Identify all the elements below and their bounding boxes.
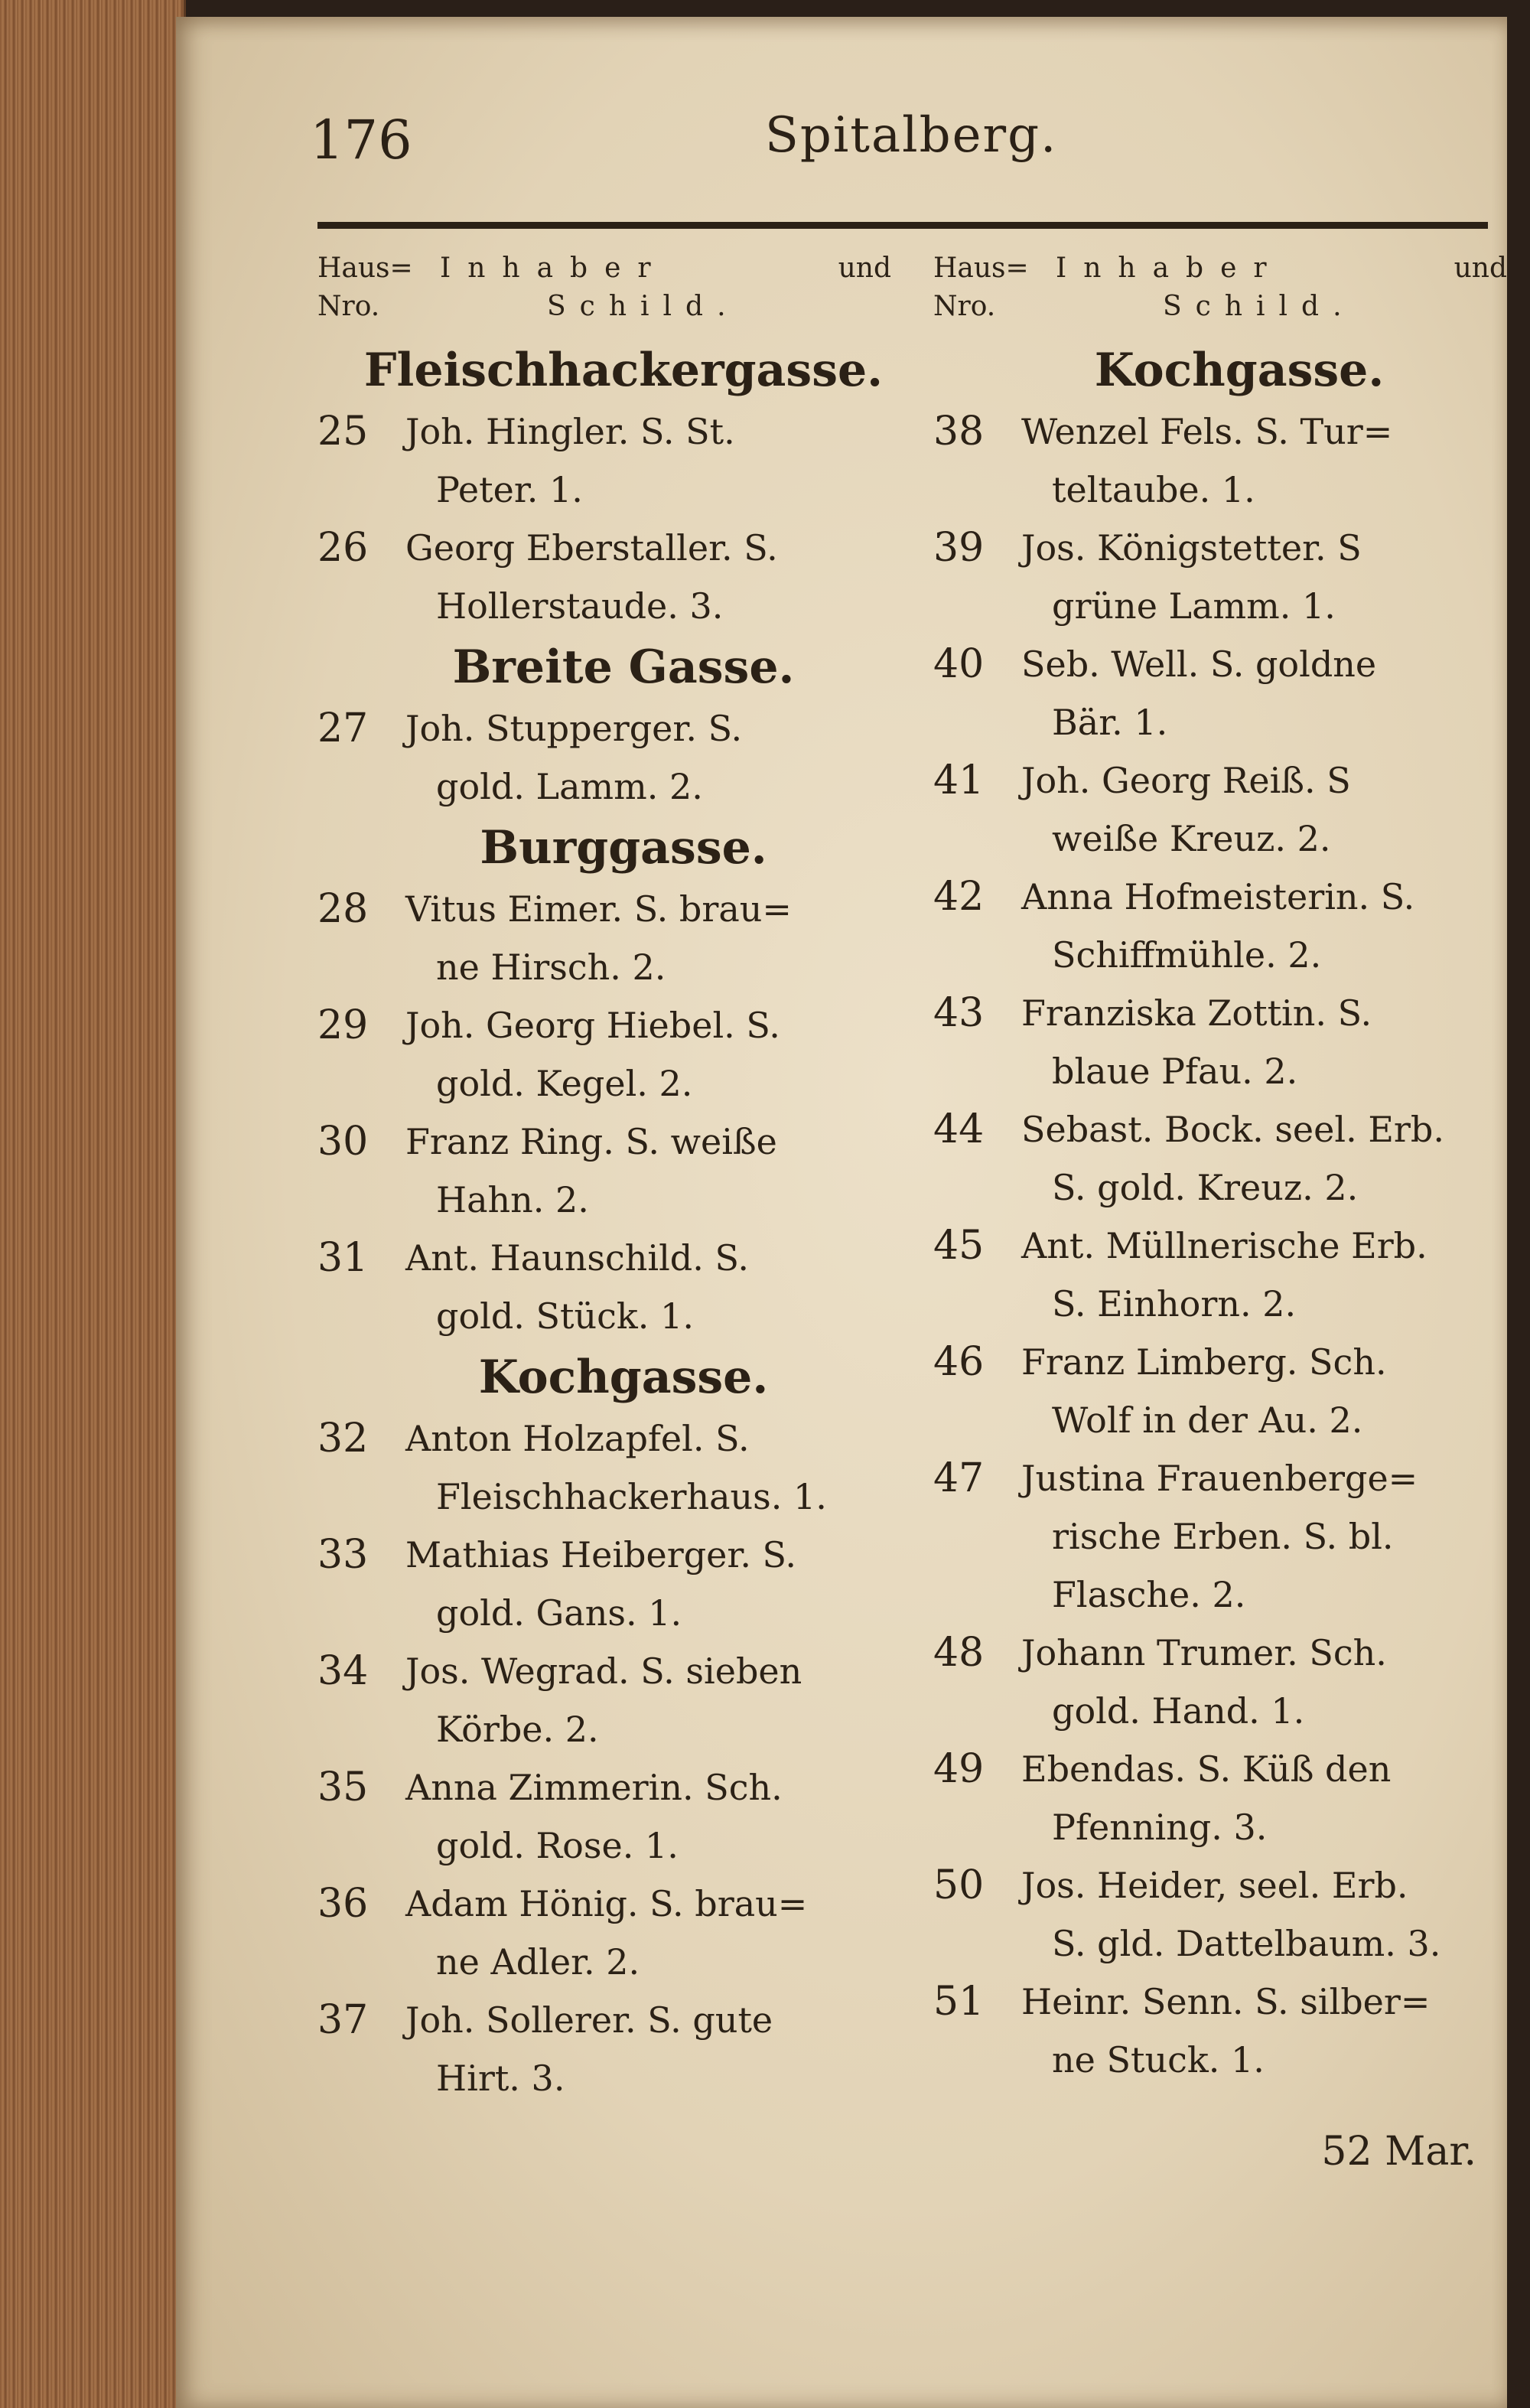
street-heading: Breite Gasse. (452, 640, 795, 694)
sign-text: ne Adler. 2. (436, 1941, 640, 1983)
house-number: 35 (317, 1764, 369, 1810)
house-entry (317, 1642, 899, 1758)
sign-text: Fleischhackerhaus. 1. (436, 1476, 827, 1517)
owner-text: Joh. Georg Reiß. S (1021, 760, 1351, 801)
owner-text: Wenzel Fels. S. Tur= (1021, 411, 1393, 452)
owner-text: Anton Holzapfel. S. (405, 1418, 750, 1459)
right-column (933, 246, 1515, 2089)
sign-text: gold. Gans. 1. (436, 1592, 682, 1634)
sign-text: teltaube. 1. (1052, 469, 1255, 510)
catchword: 52 Mar. (1321, 2129, 1476, 2175)
house-entry (317, 1875, 899, 1991)
house-entry (317, 1526, 899, 1642)
house-entry (933, 402, 1515, 519)
house-number: 34 (317, 1648, 369, 1694)
house-entry (317, 1229, 899, 1345)
left-column (317, 246, 899, 2107)
left-entries (317, 338, 899, 2107)
sign-text: Hollerstaude. 3. (436, 585, 724, 627)
owner-text: Franziska Zottin. S. (1021, 992, 1372, 1034)
house-entry (317, 1409, 899, 1526)
house-number: 27 (317, 705, 369, 751)
sign-text: Flasche. 2. (1052, 1574, 1246, 1615)
owner-label: Inhaber (1056, 253, 1284, 284)
owner-text: Ebendas. S. Küß den (1021, 1748, 1392, 1790)
house-entry (317, 699, 899, 816)
right-entries (933, 338, 1515, 2089)
sign-text: Hahn. 2. (436, 1179, 589, 1220)
owner-text: Joh. Sollerer. S. gute (405, 1999, 773, 2041)
house-number: 29 (317, 1002, 369, 1048)
house-number: 37 (317, 1997, 369, 2043)
house-entry (933, 1973, 1515, 2089)
house-entry (317, 519, 899, 635)
sign-text: gold. Lamm. 2. (436, 766, 703, 807)
owner-text: Adam Hönig. S. brau= (405, 1883, 808, 1924)
owner-text: Ant. Müllnerische Erb. (1021, 1225, 1427, 1266)
sign-text: gold. Stück. 1. (436, 1295, 694, 1337)
sign-text: Körbe. 2. (436, 1709, 599, 1750)
owner-text: Anna Zimmerin. Sch. (405, 1767, 783, 1808)
owner-text: Heinr. Senn. S. silber= (1021, 1981, 1431, 2022)
house-entry (933, 751, 1515, 868)
house-entry (317, 996, 899, 1113)
owner-text: Anna Hofmeisterin. S. (1021, 876, 1415, 917)
owner-text: Joh. Hingler. S. St. (405, 411, 735, 452)
sign-text: S. gld. Dattelbaum. 3. (1052, 1923, 1441, 1964)
house-number: 44 (933, 1106, 985, 1152)
house-entry (933, 1449, 1515, 1624)
owner-text: Joh. Georg Hiebel. S. (405, 1005, 780, 1046)
owner-text: Franz Limberg. Sch. (1021, 1341, 1387, 1383)
house-entry (933, 1333, 1515, 1449)
page-number: 176 (310, 109, 412, 171)
sign-text: weiße Kreuz. 2. (1052, 818, 1331, 859)
sign-text: S. gold. Kreuz. 2. (1052, 1167, 1359, 1208)
sign-text: ne Hirsch. 2. (436, 947, 666, 988)
owner-text: Vitus Eimer. S. brau= (405, 888, 792, 930)
sign-text: Pfenning. 3. (1052, 1807, 1268, 1848)
house-label: Haus= (317, 253, 413, 284)
house-entry (317, 880, 899, 996)
owner-text: Mathias Heiberger. S. (405, 1534, 797, 1575)
house-number: 46 (933, 1339, 985, 1385)
owner-text: Ant. Haunschild. S. (405, 1237, 749, 1279)
sign-text: blaue Pfau. 2. (1052, 1051, 1298, 1092)
house-number: 39 (933, 525, 985, 571)
sign-label: Schild. (1163, 291, 1356, 322)
street-heading: Kochgasse. (478, 1351, 769, 1404)
house-number: 30 (317, 1119, 369, 1165)
house-entry (933, 635, 1515, 751)
column-header (933, 246, 1515, 338)
sign-text: Hirt. 3. (436, 2058, 565, 2099)
house-number: 51 (933, 1979, 985, 2025)
house-number: 28 (317, 886, 369, 932)
house-number: 45 (933, 1223, 985, 1269)
house-number: 49 (933, 1746, 985, 1792)
house-entry (933, 1624, 1515, 1740)
house-number: 48 (933, 1630, 985, 1676)
house-label: Haus= (933, 253, 1029, 284)
house-number: 32 (317, 1416, 369, 1461)
owner-text: Jos. Wegrad. S. sieben (405, 1650, 802, 1692)
owner-label: Inhaber (440, 253, 668, 284)
sign-text: Bär. 1. (1052, 702, 1168, 743)
sign-text: ne Stuck. 1. (1052, 2039, 1265, 2081)
house-entry (933, 1856, 1515, 1973)
house-entry (317, 1113, 899, 1229)
house-number: 43 (933, 990, 985, 1036)
sign-text: grüne Lamm. 1. (1052, 585, 1336, 627)
owner-text: Johann Trumer. Sch. (1021, 1632, 1387, 1673)
street-heading: Kochgasse. (1094, 344, 1385, 397)
owner-text: Georg Eberstaller. S. (405, 527, 778, 569)
house-entry (933, 868, 1515, 984)
owner-text: Jos. Königstetter. S (1021, 527, 1362, 569)
house-number: 40 (933, 641, 985, 687)
owner-text: Franz Ring. S. weiße (405, 1121, 777, 1162)
sign-text: rische Erben. S. bl. (1052, 1516, 1394, 1557)
header-rule (317, 222, 1488, 229)
sign-text: gold. Rose. 1. (436, 1825, 679, 1866)
owner-text: Justina Frauenberge= (1021, 1458, 1418, 1499)
owner-text: Jos. Heider, seel. Erb. (1021, 1865, 1408, 1906)
house-number: 50 (933, 1862, 985, 1908)
sign-text: gold. Kegel. 2. (436, 1063, 693, 1104)
house-entry (933, 984, 1515, 1100)
house-number: 31 (317, 1235, 369, 1281)
column-header (317, 246, 899, 338)
street-heading: Fleischhackergasse. (363, 344, 884, 397)
house-entry (933, 1100, 1515, 1217)
house-number: 42 (933, 874, 985, 920)
book-page (176, 17, 1507, 2408)
sign-text: Schiffmühle. 2. (1052, 934, 1322, 976)
owner-text: Joh. Stupperger. S. (405, 708, 743, 749)
house-number: 33 (317, 1532, 369, 1578)
owner-text: Sebast. Bock. seel. Erb. (1021, 1109, 1444, 1150)
sign-text: Wolf in der Au. 2. (1052, 1400, 1363, 1441)
house-entry (317, 1758, 899, 1875)
house-entry (933, 1217, 1515, 1333)
number-label: Nro. (933, 291, 996, 322)
house-entry (933, 519, 1515, 635)
street-heading: Burggasse. (480, 821, 767, 875)
house-number: 26 (317, 525, 369, 571)
house-number: 36 (317, 1881, 369, 1927)
running-head: Spitalberg. (765, 107, 1058, 164)
house-number: 41 (933, 758, 985, 803)
house-entry (317, 1991, 899, 2107)
sign-text: gold. Hand. 1. (1052, 1690, 1305, 1732)
house-number: 25 (317, 409, 369, 455)
sign-label: Schild. (547, 291, 740, 322)
sign-text: S. Einhorn. 2. (1052, 1283, 1297, 1325)
house-entry (317, 402, 899, 519)
owner-text: Seb. Well. S. goldne (1021, 644, 1377, 685)
house-number: 47 (933, 1455, 985, 1501)
book-page-edges (0, 0, 186, 2408)
house-number: 38 (933, 409, 985, 455)
sign-text: Peter. 1. (436, 469, 583, 510)
and-label: und (838, 253, 891, 284)
house-entry (933, 1740, 1515, 1856)
number-label: Nro. (317, 291, 380, 322)
and-label: und (1454, 253, 1507, 284)
